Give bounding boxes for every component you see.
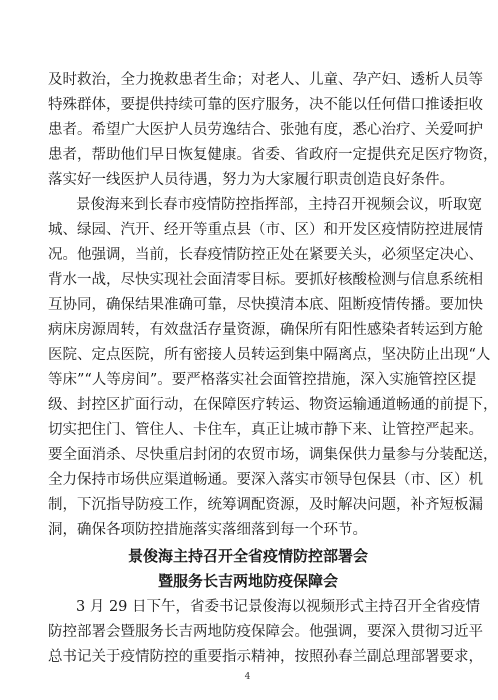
para1-line: 特殊群体，要提供持续可靠的医疗服务，决不能以任何借口推诿拒收 (48, 97, 483, 113)
para1-line: 落实好一线医护人员待遇，努力为大家履行职责创造良好条件。 (48, 172, 454, 188)
para1-line: 患者。希望广大医护人员劳逸结合、张弛有度，悉心治疗、关爱呵护 (48, 122, 483, 138)
section-heading: 景俊海主持召开全省疫情防控部署会 (127, 547, 368, 565)
para2-line: 病床房源周转，有效盘活存量资源，确保所有阳性感染者转运到方舱 (48, 322, 483, 338)
para2-line: 切实把住门、管住人、卡住车，真正让城市静下来、让管控严起来。 (48, 422, 483, 438)
para2-line: 况。他强调，当前，长春疫情防控正处在紧要关头，必须坚定决心、 (48, 247, 483, 263)
para2-line: 医院、定点医院，所有密接人员转运到集中隔离点，坚决防止出现“人 (48, 347, 491, 363)
para2-line: 洞，确保各项防控措施落实落细落到每一个环节。 (48, 522, 367, 538)
para2-line: 互协同，确保结果准确可靠，尽快摸清本底、阻断疫情传播。要加快 (48, 297, 483, 313)
section-heading: 暨服务长吉两地防疫保障会 (157, 572, 338, 590)
page-number: 4 (244, 672, 251, 682)
para2-line: 景俊海来到长春市疫情防控指挥部，主持召开视频会议，听取宽 (76, 197, 482, 213)
para2-line: 城、绿园、汽开、经开等重点县（市、区）和开发区疫情防控进展情 (48, 222, 483, 238)
para3-line: 总书记关于疫情防控的重要指示精神，按照孙春兰副总理部署要求， (48, 649, 483, 665)
para1-line: 及时救治，全力挽救患者生命；对老人、儿童、孕产妇、透析人员等 (48, 72, 483, 88)
para3-line: 3 月 29 日下午，省委书记景俊海以视频形式主持召开全省疫情 (76, 599, 481, 615)
para3-line: 防控部署会暨服务长吉两地防疫保障会。他强调，要深入贯彻习近平 (48, 624, 483, 640)
para2-line: 全力保持市场供应渠道畅通。要深入落实市领导包保县（市、区）机 (48, 472, 483, 488)
para2-line: 制，下沉指导防疫工作，统筹调配资源，及时解决问题，补齐短板漏 (48, 497, 483, 513)
para2-line: 等床”“人等房间”。要严格落实社会面管控措施，深入实施管控区提 (48, 372, 477, 388)
para1-line: 患者，帮助他们早日恢复健康。省委、省政府一定提供充足医疗物资， (48, 147, 498, 163)
para2-line: 背水一战，尽快实现社会面清零目标。要抓好核酸检测与信息系统相 (48, 272, 483, 288)
para2-line: 级、封控区扩面行动，在保障医疗转运、物资运输通道畅通的前提下， (48, 397, 498, 413)
para2-line: 要全面消杀、尽快重启封闭的农贸市场，调集保供力量参与分装配送， (48, 447, 498, 463)
